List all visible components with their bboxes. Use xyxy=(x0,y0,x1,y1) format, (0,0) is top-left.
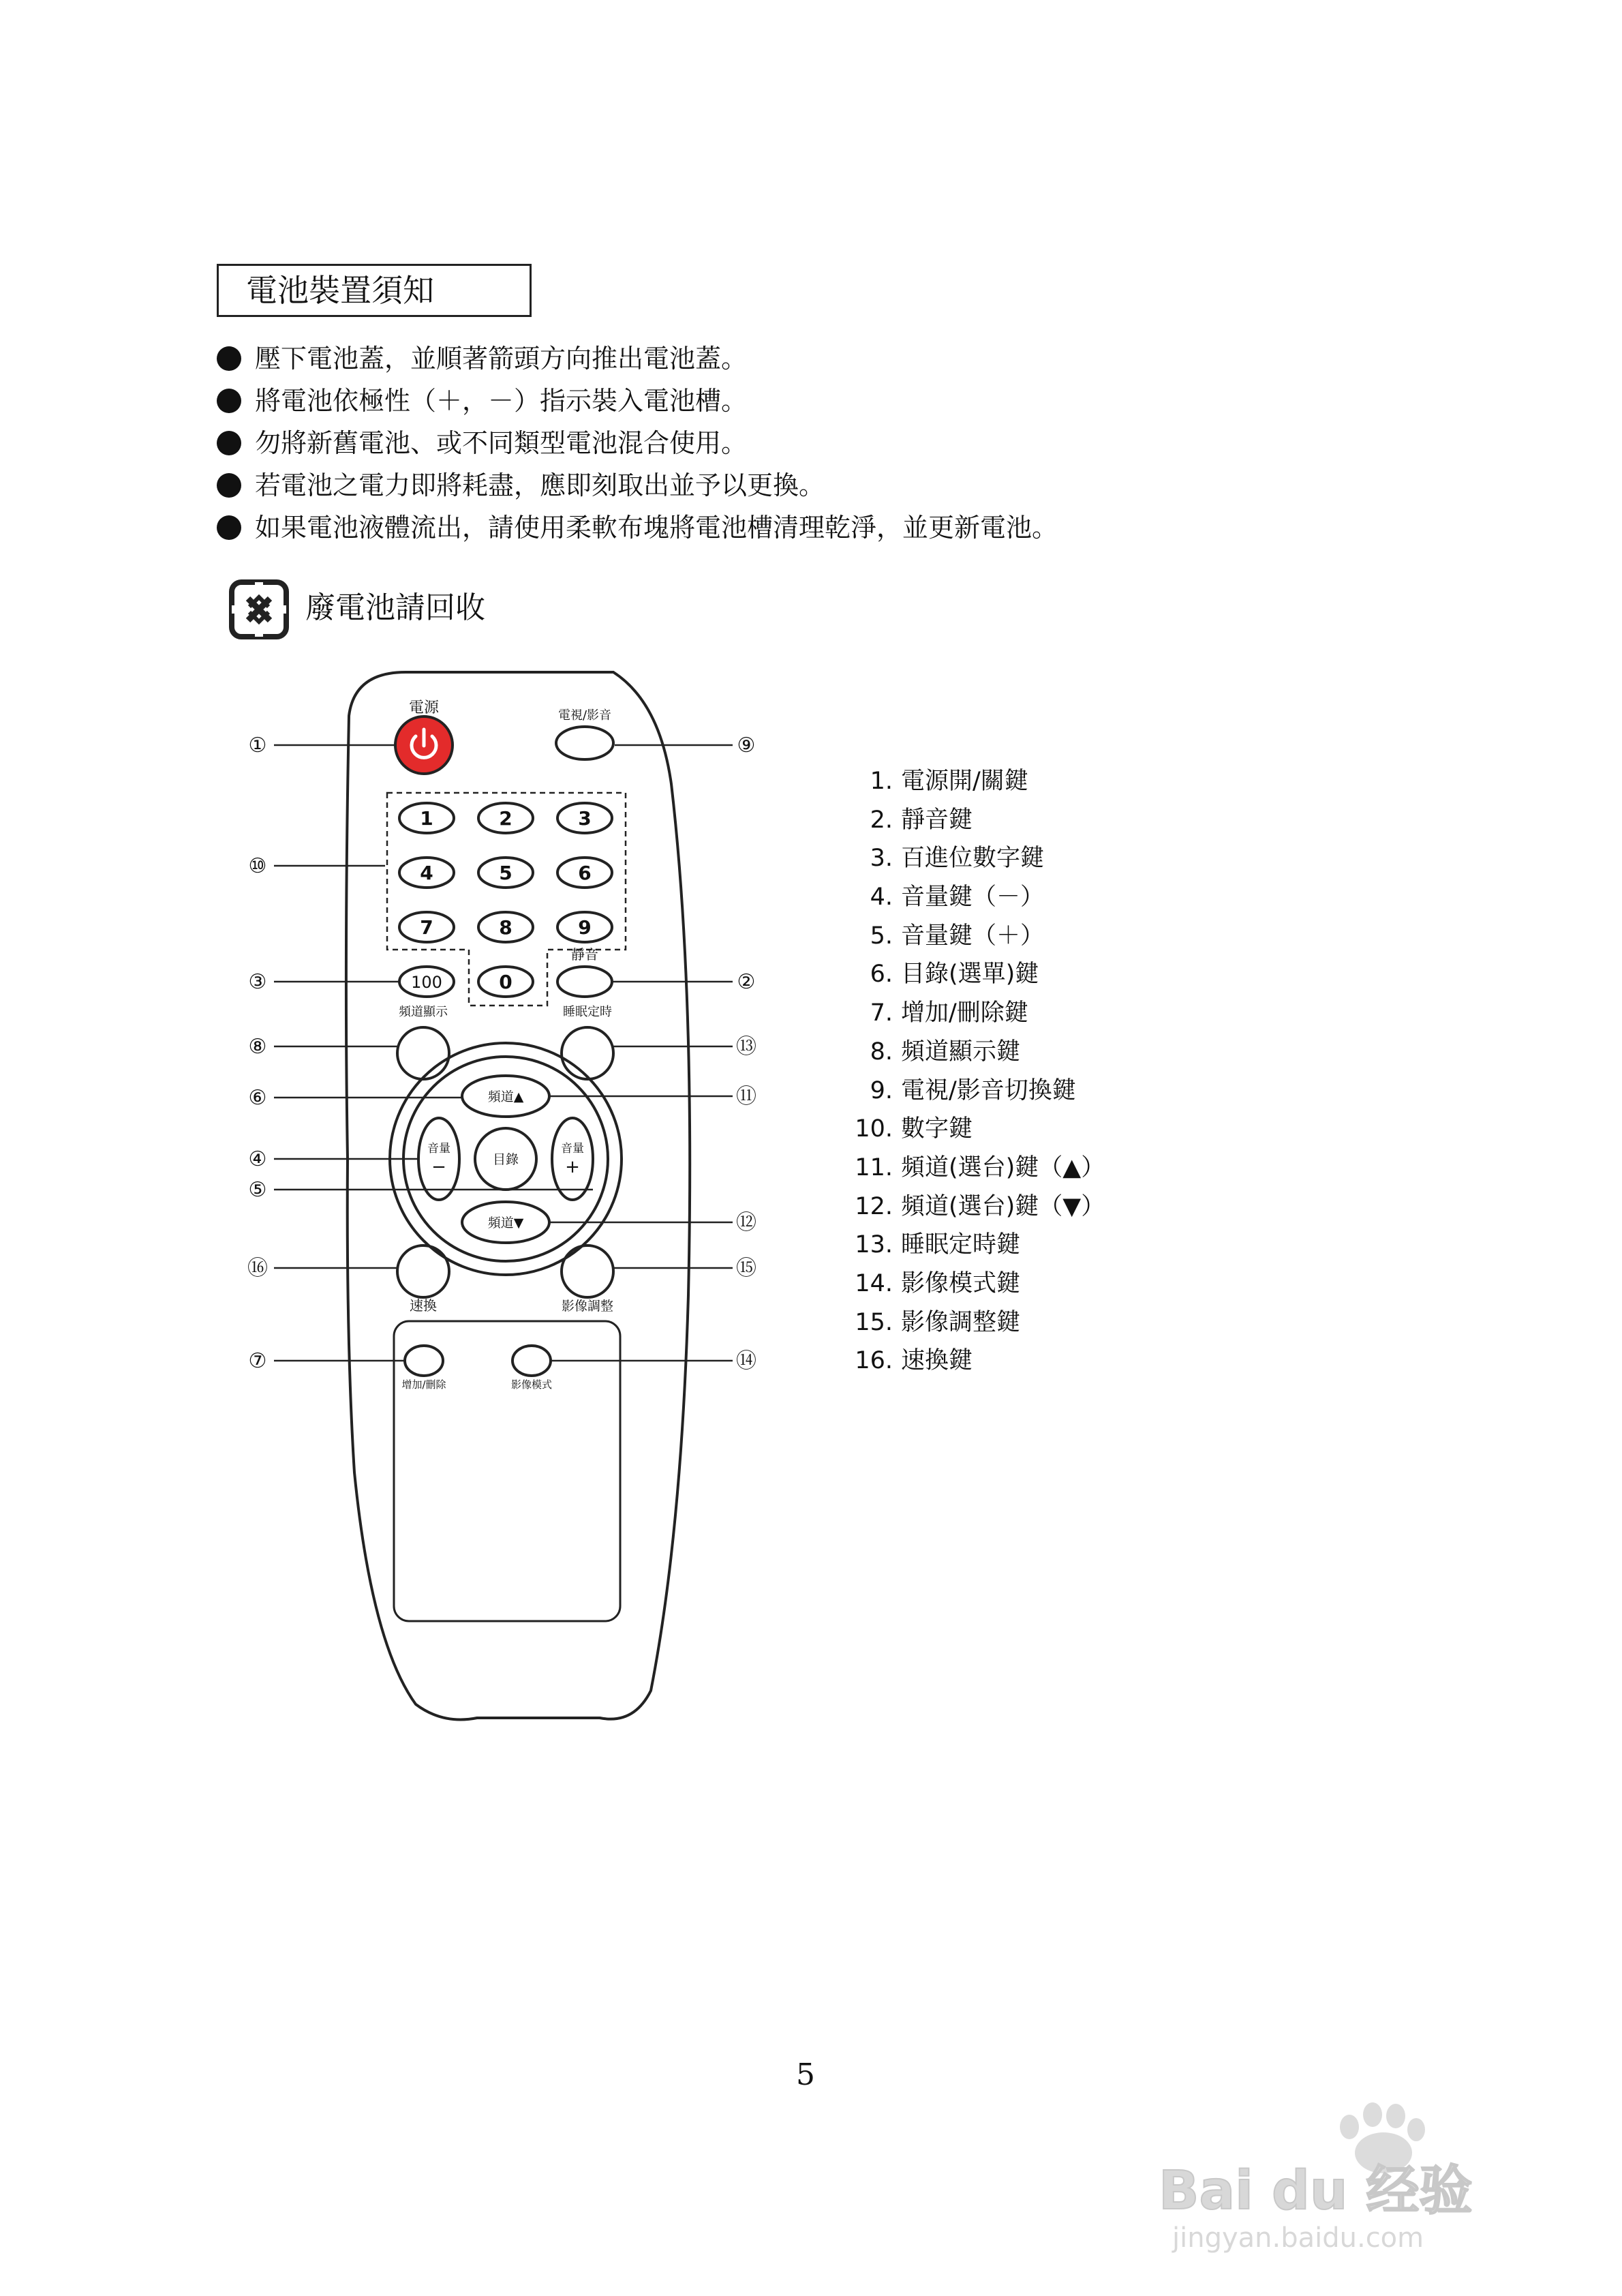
instruction-item: 將電池依極性（＋，－）指示裝入電池槽。 xyxy=(217,380,1058,422)
callout-1: ① xyxy=(248,734,267,757)
callout-7: ⑦ xyxy=(248,1349,267,1373)
volume-minus-label: 音量 xyxy=(427,1142,450,1155)
key-list-item: 11. 頻道(選台)鍵（▲） xyxy=(855,1153,1105,1181)
section-title: 電池裝置須知 xyxy=(217,264,532,317)
callout-9: ⑨ xyxy=(737,734,756,757)
sleep-label: 睡眠定時 xyxy=(563,1005,612,1019)
callout-2: ② xyxy=(737,970,756,994)
key-list-item: 1. 電源開/關鍵 xyxy=(870,768,1028,795)
instruction-item: 勿將新舊電池、或不同類型電池混合使用。 xyxy=(217,422,1058,464)
key-list-item: 7. 增加/刪除鍵 xyxy=(870,999,1028,1027)
add-delete-button xyxy=(405,1346,443,1376)
callout-6: ⑥ xyxy=(248,1086,267,1110)
picture-mode-button xyxy=(512,1346,551,1376)
key-list-item: 14. 影像模式鍵 xyxy=(855,1269,1021,1297)
key-list-item: 12. 頻道(選台)鍵（▼） xyxy=(855,1192,1105,1220)
digit-2-label: 2 xyxy=(499,807,512,830)
tv-av-label: 電視/影音 xyxy=(557,708,612,723)
callout-10: ⑩ xyxy=(248,854,267,878)
digit-5-label: 5 xyxy=(499,862,512,884)
menu-label: 目錄 xyxy=(492,1152,519,1167)
key-list-item: 3. 百進位數字鍵 xyxy=(870,845,1045,873)
callout-8: ⑧ xyxy=(248,1035,267,1059)
volume-plus-label: 音量 xyxy=(561,1142,584,1155)
recall-label: 速換 xyxy=(410,1297,437,1314)
digit-1-label: 1 xyxy=(420,807,433,830)
key-list-item: 6. 目錄(選單)鍵 xyxy=(870,961,1039,988)
digit-7-label: 7 xyxy=(420,916,433,939)
remote-body-outline xyxy=(346,672,690,1720)
tv-av-button xyxy=(556,727,613,759)
callout-13: ⑬ xyxy=(736,1035,756,1059)
volume-minus-sign: − xyxy=(431,1157,446,1177)
callout-5: ⑤ xyxy=(248,1178,267,1202)
hundred-label: 100 xyxy=(411,973,442,992)
key-list-item: 9. 電視/影音切換鍵 xyxy=(870,1076,1076,1104)
digit-8-label: 8 xyxy=(499,916,512,939)
key-list-item: 15. 影像調整鍵 xyxy=(855,1308,1021,1336)
callout-15: ⑮ xyxy=(736,1256,756,1280)
channel-up-label: 頻道▲ xyxy=(487,1089,524,1104)
callout-16: ⑯ xyxy=(247,1256,268,1280)
baidu-watermark xyxy=(1145,2086,1540,2256)
page-number: 5 xyxy=(796,2057,815,2092)
display-label: 頻道顯示 xyxy=(399,1005,448,1019)
instruction-item: 如果電池液體流出，請使用柔軟布塊將電池槽清理乾淨，並更新電池。 xyxy=(217,507,1058,549)
instruction-item: 若電池之電力即將耗盡，應即刻取出並予以更換。 xyxy=(217,464,1058,507)
picture-adjust-label: 影像調整 xyxy=(561,1299,614,1314)
recall-button xyxy=(397,1245,449,1297)
channel-down-label: 頻道▼ xyxy=(487,1215,524,1230)
key-list-item: 10. 數字鍵 xyxy=(855,1115,973,1143)
callout-3: ③ xyxy=(248,970,267,994)
key-list-item: 13. 睡眠定時鍵 xyxy=(855,1231,1021,1259)
callout-11: ⑪ xyxy=(736,1085,756,1108)
callout-12: ⑫ xyxy=(736,1211,756,1235)
digit-6-label: 6 xyxy=(578,862,592,884)
instruction-item: 壓下電池蓋，並順著箭頭方向推出電池蓋。 xyxy=(217,337,1058,380)
watermark-brand: Bai du 经验 xyxy=(1159,2160,1473,2222)
sleep-button xyxy=(562,1027,613,1079)
key-list-item: 16. 速換鍵 xyxy=(855,1347,973,1375)
key-function-list xyxy=(838,762,1105,1380)
mute-button xyxy=(557,967,612,997)
key-list-item: 8. 頻道顯示鍵 xyxy=(870,1038,1021,1066)
mute-label: 靜音 xyxy=(571,946,598,963)
watermark-url: jingyan.baidu.com xyxy=(1172,2222,1424,2254)
digit-9-label: 9 xyxy=(578,916,592,939)
key-list-item: 4. 音量鍵（－） xyxy=(870,883,1045,911)
callout-4: ④ xyxy=(248,1147,267,1171)
key-list-item: 5. 音量鍵（＋） xyxy=(870,922,1045,950)
volume-plus-sign: + xyxy=(565,1157,580,1177)
digit-3-label: 3 xyxy=(578,807,592,830)
digit-0-label: 0 xyxy=(499,971,512,993)
add-delete-label: 增加/刪除 xyxy=(401,1378,446,1391)
key-list-item: 2. 靜音鍵 xyxy=(870,806,973,834)
picture-mode-label: 影像模式 xyxy=(510,1378,553,1391)
battery-door xyxy=(394,1321,620,1621)
power-label: 電源 xyxy=(408,699,440,716)
digit-4-label: 4 xyxy=(420,862,433,884)
picture-adjust-button xyxy=(562,1245,613,1297)
display-button xyxy=(397,1027,449,1079)
callout-14: ⑭ xyxy=(736,1349,756,1373)
recycle-label: 廢電池請回收 xyxy=(305,590,485,625)
